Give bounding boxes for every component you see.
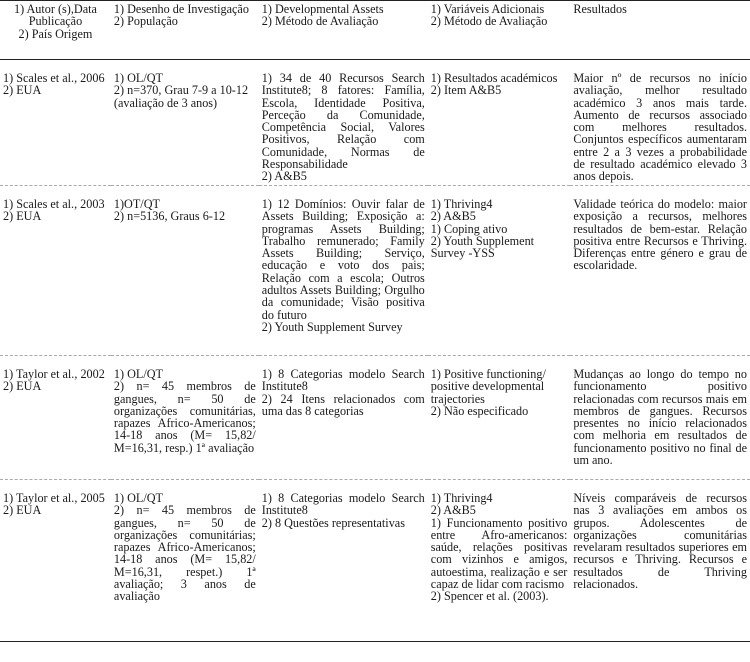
author-cell: 1) Taylor et al., 2005 2) EUA <box>0 480 111 642</box>
design-cell: 1)OT/QT 2) n=5136, Graus 6-12 <box>111 186 259 356</box>
results-cell: Validade teórica do modelo: maior exposição a recursos, melhores resultados de bem-estar. Relação positiva entre Recursos e Thriving. Diferenças entre género e grau de escolaridade. <box>570 186 750 356</box>
header-row <box>0 1 750 60</box>
table-row <box>0 356 750 480</box>
table-row <box>0 480 750 642</box>
header-author: 1) Autor (s),Data Publicação 2) País Origem <box>0 1 111 60</box>
variables-cell: 1) Resultados académicos 2) Item A&B5 <box>428 60 571 186</box>
assets-cell: 1) 34 de 40 Recursos Search Institute8; 8 fatores: Família, Escola, Identidade Positiva, Perceção da Comunidade, Competência Social, Valores Positivos, Relação com Comunidade, Normas de Responsabilidade 2) A&B5 <box>259 60 428 186</box>
variables-cell: 1) Positive functioning/ positive developmental trajectories 2) Não especificado <box>428 356 571 480</box>
assets-cell: 1) 8 Categorias modelo Search Institute8 2) 24 Itens relacionados com uma das 8 categorias <box>259 356 428 480</box>
table-row <box>0 186 750 356</box>
header-assets: 1) Developmental Assets 2) Método de Avaliação <box>259 1 428 60</box>
author-cell: 1) Scales et al., 2006 2) EUA <box>0 60 111 186</box>
results-cell: Mudanças ao longo do tempo no funcionamento positivo relacionadas com recursos mais em membros de gangues. Recursos presentes no início relacionados com melhoria em resultados de funcionamento positivo no final de um ano. <box>570 356 750 480</box>
table-row <box>0 60 750 186</box>
assets-cell: 1) 8 Categorias modelo Search Institute8 2) 8 Questões representativas <box>259 480 428 642</box>
variables-cell: 1) Thriving4 2) A&B5 1) Coping ativo 2) Youth Supplement Survey -YSS <box>428 186 571 356</box>
results-cell: Maior nº de recursos no início avaliação, melhor resultado académico 3 anos mais tarde. Aumento de recursos associado com melhores resultados. Conjuntos específicos aumentaram entre 2 a 3 vezes a probabilidade de resultado académico elevado 3 anos depois. <box>570 60 750 186</box>
assets-cell: 1) 12 Domínios: Ouvir falar de Assets Building; Exposição a: programas Assets Building; Trabalho remunerado; Family Assets Building; Serviço, educação e voto dos pais; Relação com a escola; Outros adultos Assets Building; Orgulho da comunidade; Visão positiva do futuro 2) Youth Supplement Survey <box>259 186 428 356</box>
design-cell: 1) OL/QT 2) n= 45 membros de gangues, n= 50 de organizações comunitárias, rapazes Africo-Americanos; 14-18 anos (M= 15,82/ M=16,31, resp.) 1ª avaliação <box>111 356 259 480</box>
author-cell: 1) Taylor et al., 2002 2) EUA <box>0 356 111 480</box>
author-cell: 1) Scales et al., 2003 2) EUA <box>0 186 111 356</box>
results-cell: Níveis comparáveis de recursos nas 3 avaliações em ambos os grupos. Adolescentes de organizações comunitárias revelaram resultados superiores em recursos e Thriving. Recursos e resultados de Thriving relacionados. <box>570 480 750 642</box>
header-variables: 1) Variáveis Adicionais 2) Método de Avaliação <box>428 1 571 60</box>
header-results: Resultados <box>570 1 750 60</box>
variables-cell: 1) Thriving4 2) A&B5 1) Funcionamento positivo entre Afro-americanos: saúde, relações positivas com vizinhos e amigos, autoestima, realização e ser capaz de lidar com racismo 2) Spencer et al. (2003). <box>428 480 571 642</box>
header-design: 1) Desenho de Investigação 2) População <box>111 1 259 60</box>
design-cell: 1) OL/QT 2) n=370, Grau 7-9 a 10-12 (avaliação de 3 anos) <box>111 60 259 186</box>
design-cell: 1) OL/QT 2) n= 45 membros de gangues, n= 50 de organizações comunitárias; rapazes Africo-Americanos; 14-18 anos (M= 15,82/ M=16,31, respet.) 1ª avaliação; 3 anos de avaliação <box>111 480 259 642</box>
